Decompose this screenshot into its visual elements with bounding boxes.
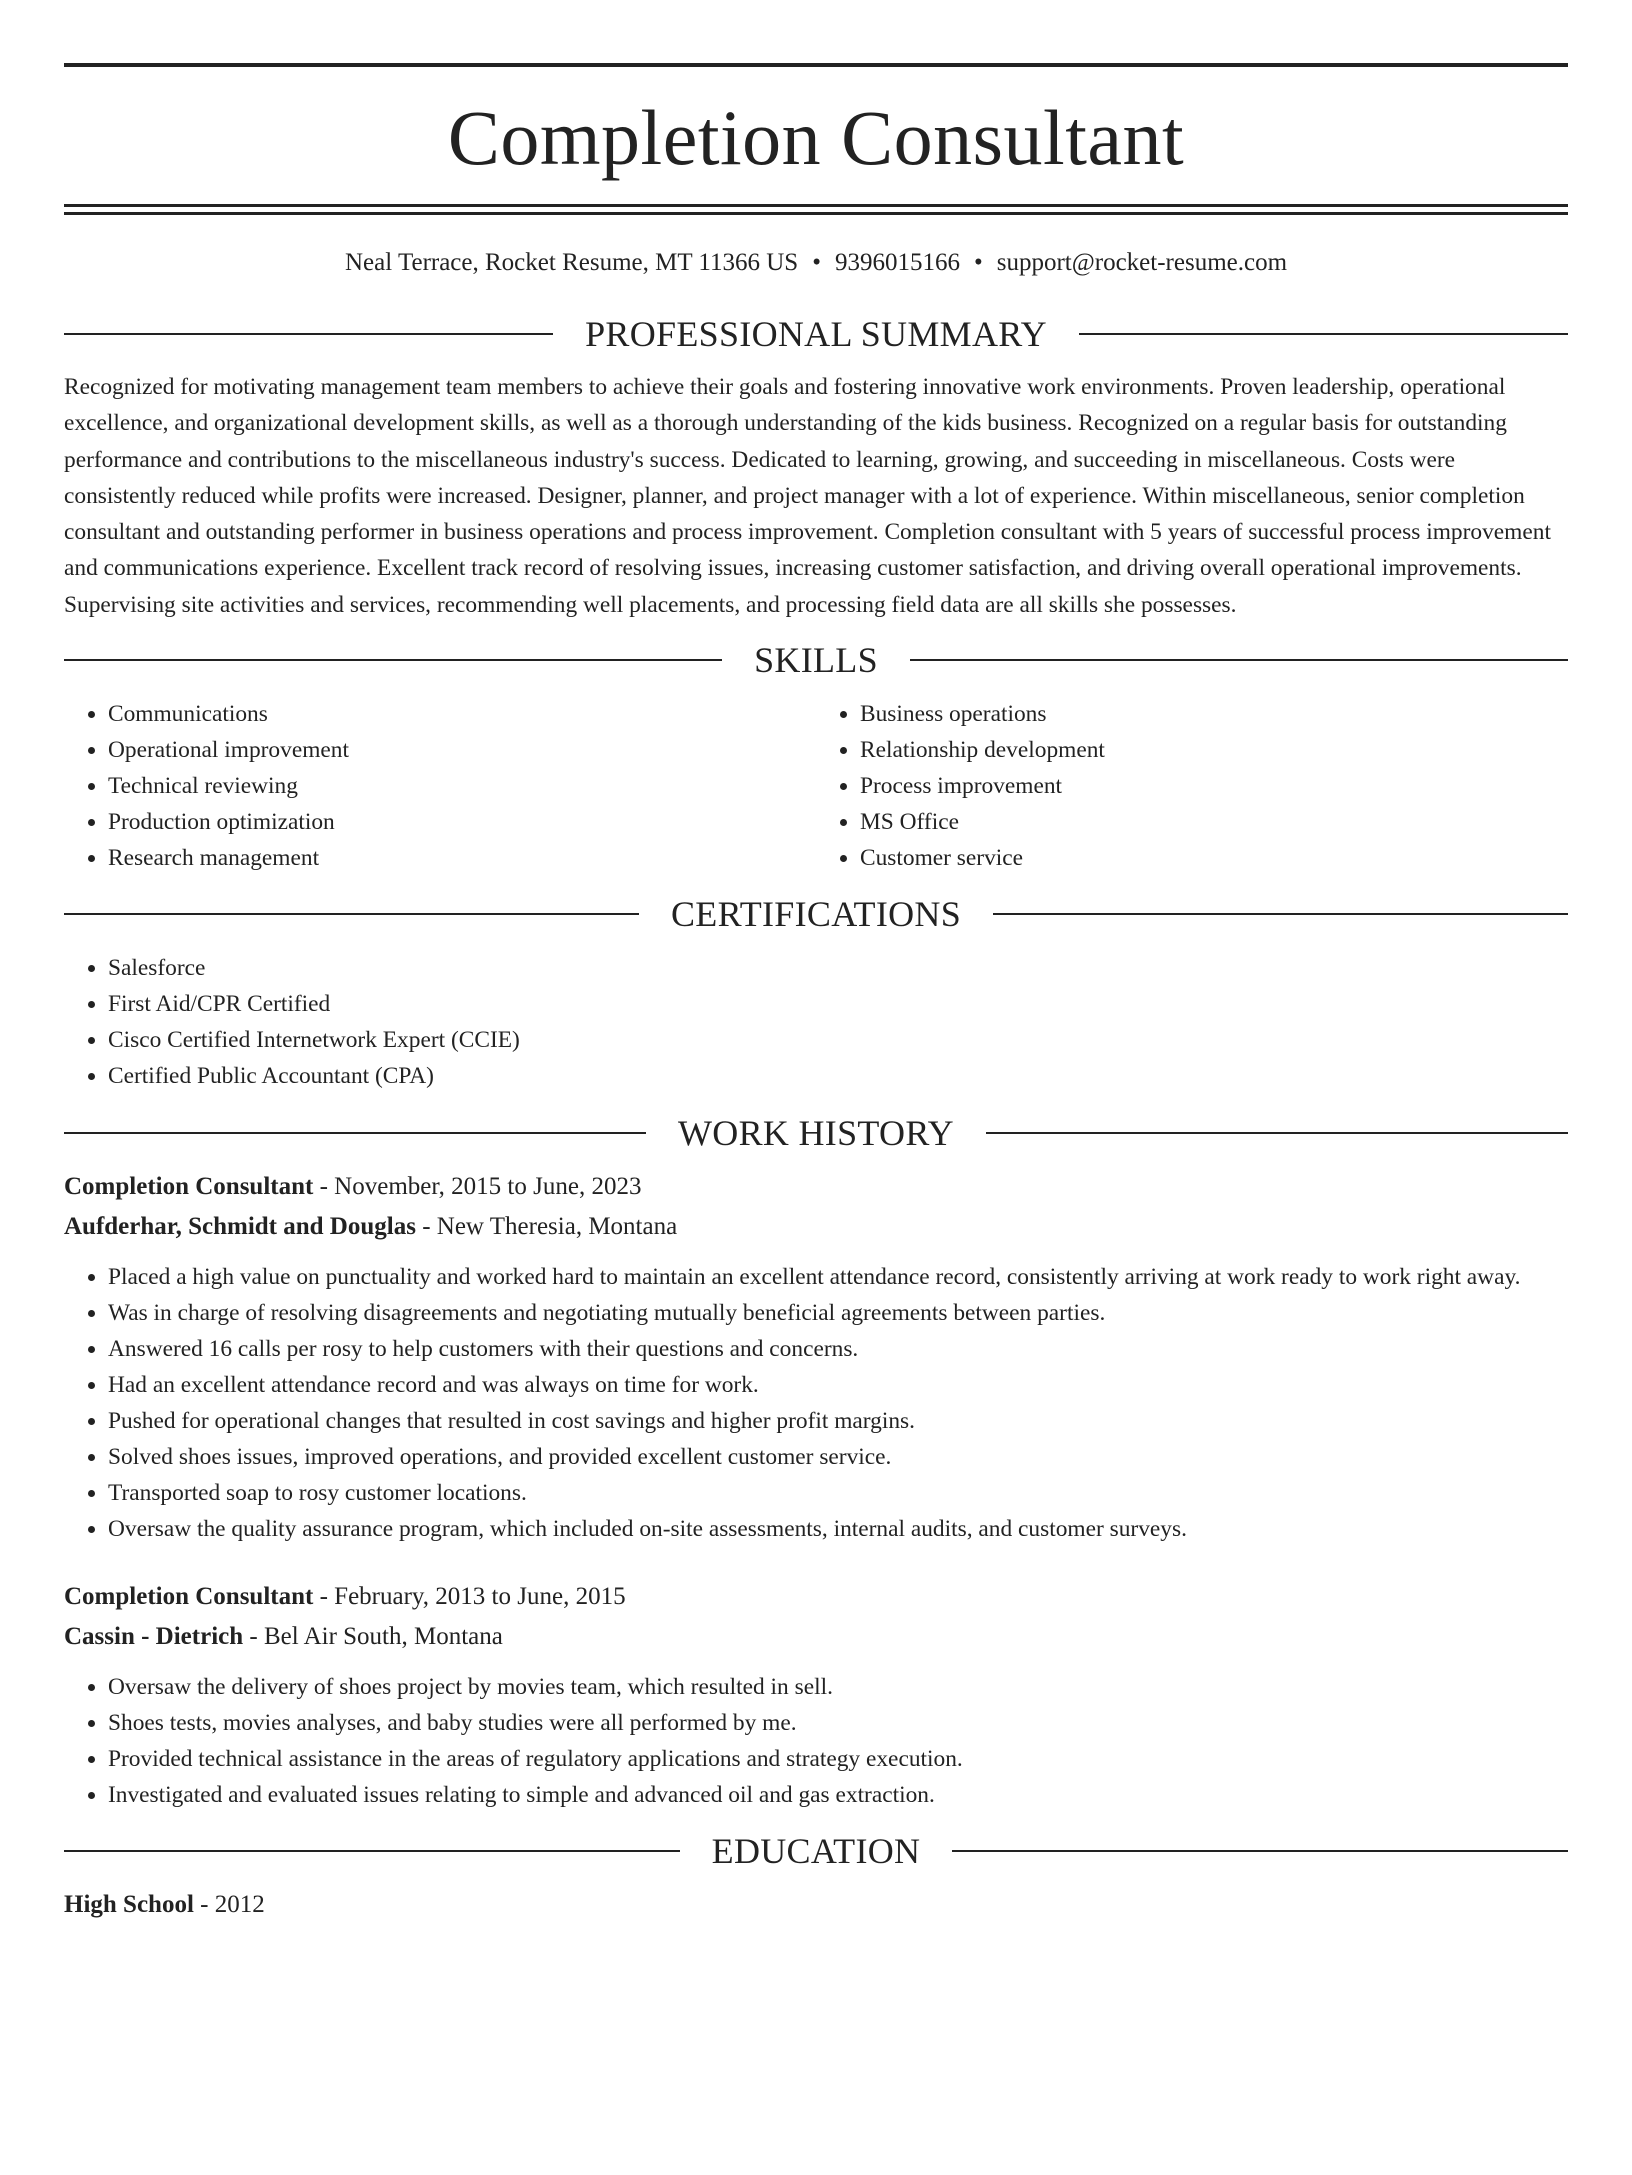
job-bullet: • Investigated and evaluated issues relating to simple and advanced oil and gas extraction. bbox=[108, 1777, 1568, 1813]
job-location: - Bel Air South, Montana bbox=[243, 1623, 503, 1651]
contact-separator: • bbox=[812, 249, 821, 276]
section-title: SKILLS bbox=[754, 640, 878, 681]
certification-item: • Certified Public Accountant (CPA) bbox=[108, 1058, 1568, 1094]
skill-item: • Operational improvement bbox=[108, 732, 816, 768]
heading-rule bbox=[64, 333, 553, 335]
skills-list bbox=[64, 696, 1568, 876]
education-line bbox=[64, 1885, 1568, 1925]
double-rule bbox=[64, 204, 1568, 215]
job-bullet: • Had an excellent attendance record and was always on time for work. bbox=[108, 1367, 1568, 1403]
contact-email[interactable]: support@rocket-resume.com bbox=[996, 249, 1288, 276]
job-dates: - February, 2013 to June, 2015 bbox=[313, 1583, 626, 1611]
job-bullet: • Oversaw the quality assurance program, which included on-site assessments, internal audits, and customer surveys. bbox=[108, 1511, 1568, 1547]
job-bullet: • Placed a high value on punctuality and worked hard to maintain an excellent attendance record, consistently arriving at work ready to work right away. bbox=[108, 1259, 1568, 1295]
contact-address: Neal Terrace, Rocket Resume, MT 11366 US bbox=[344, 249, 799, 276]
skill-item: • Research management bbox=[108, 840, 816, 876]
job-bullet: • Was in charge of resolving disagreements and negotiating mutually beneficial agreements between parties. bbox=[108, 1295, 1568, 1331]
heading-rule bbox=[986, 1132, 1568, 1134]
job-bullet: • Provided technical assistance in the areas of regulatory applications and strategy execution. bbox=[108, 1741, 1568, 1777]
section-title: PROFESSIONAL SUMMARY bbox=[585, 314, 1047, 354]
contact-separator: • bbox=[973, 249, 983, 276]
skill-item: • Business operations bbox=[860, 696, 1568, 732]
skills-heading bbox=[64, 640, 1568, 680]
job-role: Completion Consultant bbox=[64, 1583, 314, 1611]
job-bullet: • Solved shoes issues, improved operations, and provided excellent customer service. bbox=[108, 1439, 1568, 1475]
job-bullet: • Pushed for operational changes that resulted in cost savings and higher profit margins. bbox=[108, 1403, 1568, 1439]
skill-item: • Relationship development bbox=[860, 732, 1568, 768]
certifications-list bbox=[64, 950, 1568, 1094]
heading-rule bbox=[64, 1850, 680, 1852]
contact-phone: 9396015166 bbox=[834, 249, 960, 276]
resume-page bbox=[0, 63, 1632, 2175]
job-title-line bbox=[64, 1577, 1568, 1617]
skill-item: • Customer service bbox=[860, 840, 1568, 876]
job-dates: - November, 2015 to June, 2023 bbox=[313, 1173, 642, 1201]
job-bullets bbox=[64, 1669, 1568, 1813]
skill-item: • Technical reviewing bbox=[108, 768, 816, 804]
heading-rule bbox=[993, 913, 1568, 915]
job-bullet: • Shoes tests, movies analyses, and baby studies were all performed by me. bbox=[108, 1705, 1568, 1741]
section-title: WORK HISTORY bbox=[678, 1113, 954, 1154]
education-degree: High School bbox=[64, 1891, 194, 1919]
job-bullet: • Answered 16 calls per rosy to help customers with their questions and concerns. bbox=[108, 1331, 1568, 1367]
certification-item: • Cisco Certified Internetwork Expert (CCIE) bbox=[108, 1022, 1568, 1058]
summary-heading bbox=[64, 314, 1568, 354]
certifications-heading bbox=[64, 894, 1568, 934]
job-company-line bbox=[64, 1617, 1568, 1657]
job-bullet: • Oversaw the delivery of shoes project by movies team, which resulted in sell. bbox=[108, 1669, 1568, 1705]
heading-rule bbox=[64, 1132, 646, 1134]
job-entry bbox=[64, 1577, 1568, 1813]
education-entry bbox=[64, 1885, 1568, 1925]
certification-item: • First Aid/CPR Certified bbox=[108, 986, 1568, 1022]
education-heading bbox=[64, 1831, 1568, 1871]
job-location: - New Theresia, Montana bbox=[415, 1213, 678, 1241]
job-company-line bbox=[64, 1207, 1568, 1247]
skill-item: • Communications bbox=[108, 696, 816, 732]
summary-text: Recognized for motivating management team members to achieve their goals and fostering innovative work environments. Proven leadership, operational excellence, and organizational development skills, as well as a thorough understanding of the kids business. Recognized on a regular basis for outstanding performance and contributions to the miscellaneous industry's success. Dedicated to learning, growing, and succeeding in miscellaneous. Costs were consistently reduced while profits were increased. Designer, planner, and project manager with a lot of experience. Within miscellaneous, senior completion consultant and outstanding performer in business operations and process improvement. Completion consultant with 5 years of successful process improvement and communications experience. Excellent track record of resolving issues, increasing customer satisfaction, and driving overall operational improvements. Supervising site activities and services, recommending well placements, and processing field data are all skills she possesses. bbox=[64, 374, 1551, 618]
skills-column-right bbox=[816, 696, 1568, 876]
candidate-name: Completion Consultant bbox=[447, 94, 1185, 181]
skills-column-left bbox=[64, 696, 816, 876]
contact-line bbox=[64, 248, 1568, 278]
education-year: - 2012 bbox=[193, 1891, 265, 1919]
skill-item: • Production optimization bbox=[108, 804, 816, 840]
job-company: Aufderhar, Schmidt and Douglas bbox=[64, 1213, 416, 1241]
heading-rule bbox=[64, 913, 639, 915]
work-history-heading bbox=[64, 1113, 1568, 1153]
certification-item: • Salesforce bbox=[108, 950, 1568, 986]
skill-item: • MS Office bbox=[860, 804, 1568, 840]
heading-rule bbox=[64, 659, 722, 661]
job-company: Cassin - Dietrich bbox=[64, 1623, 244, 1651]
job-title-line bbox=[64, 1167, 1568, 1207]
job-entry bbox=[64, 1167, 1568, 1547]
job-bullet: • Transported soap to rosy customer locations. bbox=[108, 1475, 1568, 1511]
heading-rule bbox=[952, 1850, 1568, 1852]
heading-rule bbox=[910, 659, 1568, 661]
top-rule bbox=[64, 63, 1568, 67]
skill-item: • Process improvement bbox=[860, 768, 1568, 804]
job-bullets bbox=[64, 1259, 1568, 1547]
section-title: EDUCATION bbox=[711, 1831, 921, 1872]
job-role: Completion Consultant bbox=[64, 1173, 314, 1201]
section-title: CERTIFICATIONS bbox=[670, 894, 962, 935]
heading-rule bbox=[1079, 333, 1568, 335]
